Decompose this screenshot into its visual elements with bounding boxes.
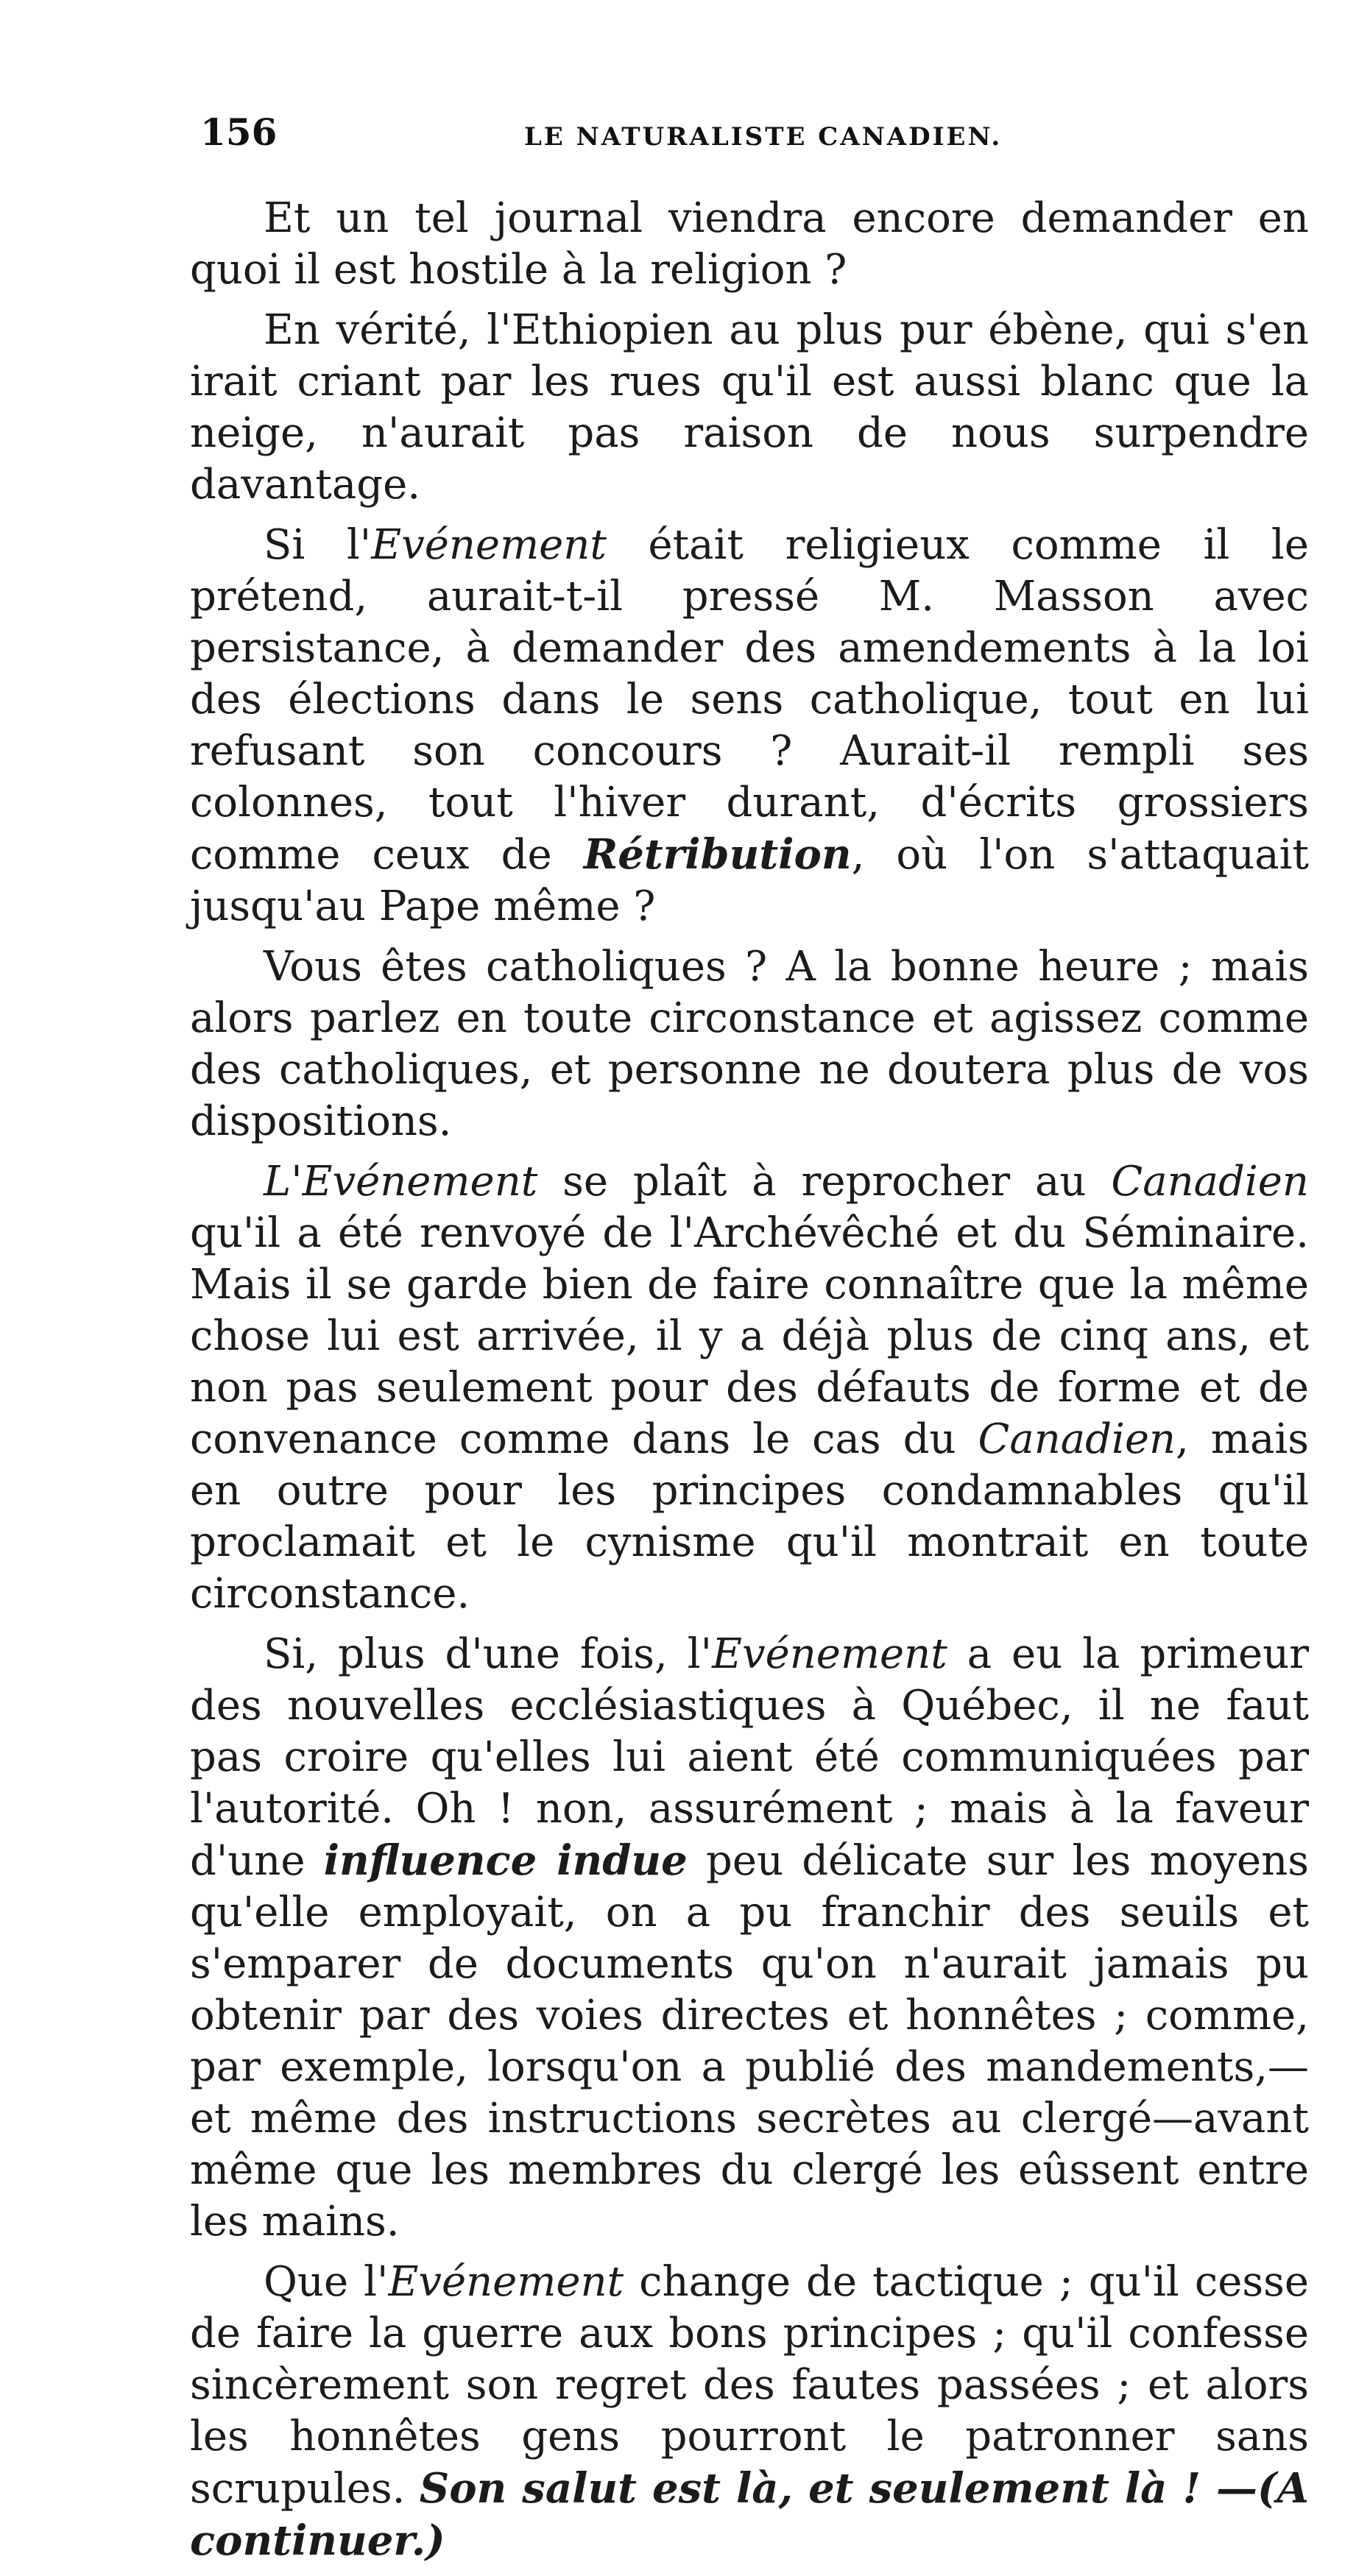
text-run: peu délicate sur les moyens qu'elle employait, on a pu franchir des seuils et s'emparer de documents qu'on n'aurait jamais pu obtenir par des voies directes et honnêtes ; comme, par exemple, lorsqu'on a publié des mandements,—et même des instructions secrètes au clergé—avant même que les membres du clergé les eûssent entre les mains. (190, 1837, 1309, 2246)
page-header (200, 110, 1304, 162)
text-run: Que l' (264, 2258, 389, 2306)
running-title: LE NATURALISTE CANADIEN. (524, 122, 1003, 152)
text-run: se plaît à reprocher au (537, 1158, 1112, 1206)
text-run: change de tactique ; qu'il cesse de faire la guerre aux bons principes ; qu'il confesse sincèrement son regret des fautes passées ; et alors les honnêtes gens pourront le patronner sans scrupules. (190, 2258, 1309, 2513)
text-run: , mais en outre pour les principes condamnables qu'il proclamait et le cynisme qu'il montrait en toute circonstance. (190, 1415, 1309, 1618)
paragraph (190, 193, 1309, 296)
text-run: était religieux comme il le prétend, aurait-t-il pressé M. Masson avec persistance, à demander des amendements à la loi des élections dans le sens catholique, tout en lui refusant son concours ? Aurait-il rempli ses colonnes, tout l'hiver durant, d'écrits grossiers comme ceux de (190, 521, 1309, 879)
paragraph (190, 1629, 1309, 2248)
text-run: Et un tel journal viendra encore demander en quoi il est hostile à la religion ? (190, 194, 1309, 294)
text-run: qu'il a été renvoyé de l'Archévêché et du Séminaire. Mais il se garde bien de faire connaître que la même chose lui est arrivée, il y a déjà plus de cinq ans, et non pas seulement pour des défauts de forme et de convenance comme dans le cas du (190, 1209, 1309, 1463)
text-run: Si, plus d'une fois, l' (264, 1630, 713, 1678)
paragraph (190, 520, 1309, 933)
italic-text: Evénement (712, 1630, 947, 1678)
italic-text: Evénement (371, 521, 607, 569)
paragraph (190, 2257, 1309, 2567)
text-run: Si l' (264, 521, 372, 569)
paragraph (190, 941, 1309, 1147)
italic-text: Canadien (1111, 1158, 1309, 1206)
text-run: , où l'on s'attaquait jusqu'au Pape même ? (190, 831, 1309, 930)
text-run: Vous êtes catholiques ? A la bonne heure ; mais alors parlez en toute circonstance et agissez comme des catholiques, et personne ne doutera plus de vos dispositions. (190, 943, 1309, 1145)
bold-italic-text: influence indue (323, 1836, 688, 1885)
italic-text: L'Evénement (264, 1158, 538, 1206)
italic-text: Canadien (978, 1415, 1176, 1463)
paragraph (190, 1156, 1309, 1620)
text-run: a eu la primeur des nouvelles ecclésiastiques à Québec, il ne faut pas croire qu'elles lui aient été communiquées par l'autorité. Oh ! non, assurément ; mais à la faveur d'une (190, 1630, 1309, 1885)
text-run: En vérité, l'Ethiopien au plus pur ébène, qui s'en irait criant par les rues qu'il est aussi blanc que la neige, n'aurait pas raison de nous surpendre davantage. (190, 306, 1309, 509)
bold-italic-text: Son salut est là, et seulement là ! —(A continuer.) (190, 2464, 1309, 2565)
paragraph (190, 305, 1309, 511)
body-text (190, 193, 1309, 2576)
italic-text: Evénement (388, 2258, 624, 2306)
page-number: 156 (200, 110, 278, 154)
bold-italic-text: Rétribution (583, 830, 852, 879)
